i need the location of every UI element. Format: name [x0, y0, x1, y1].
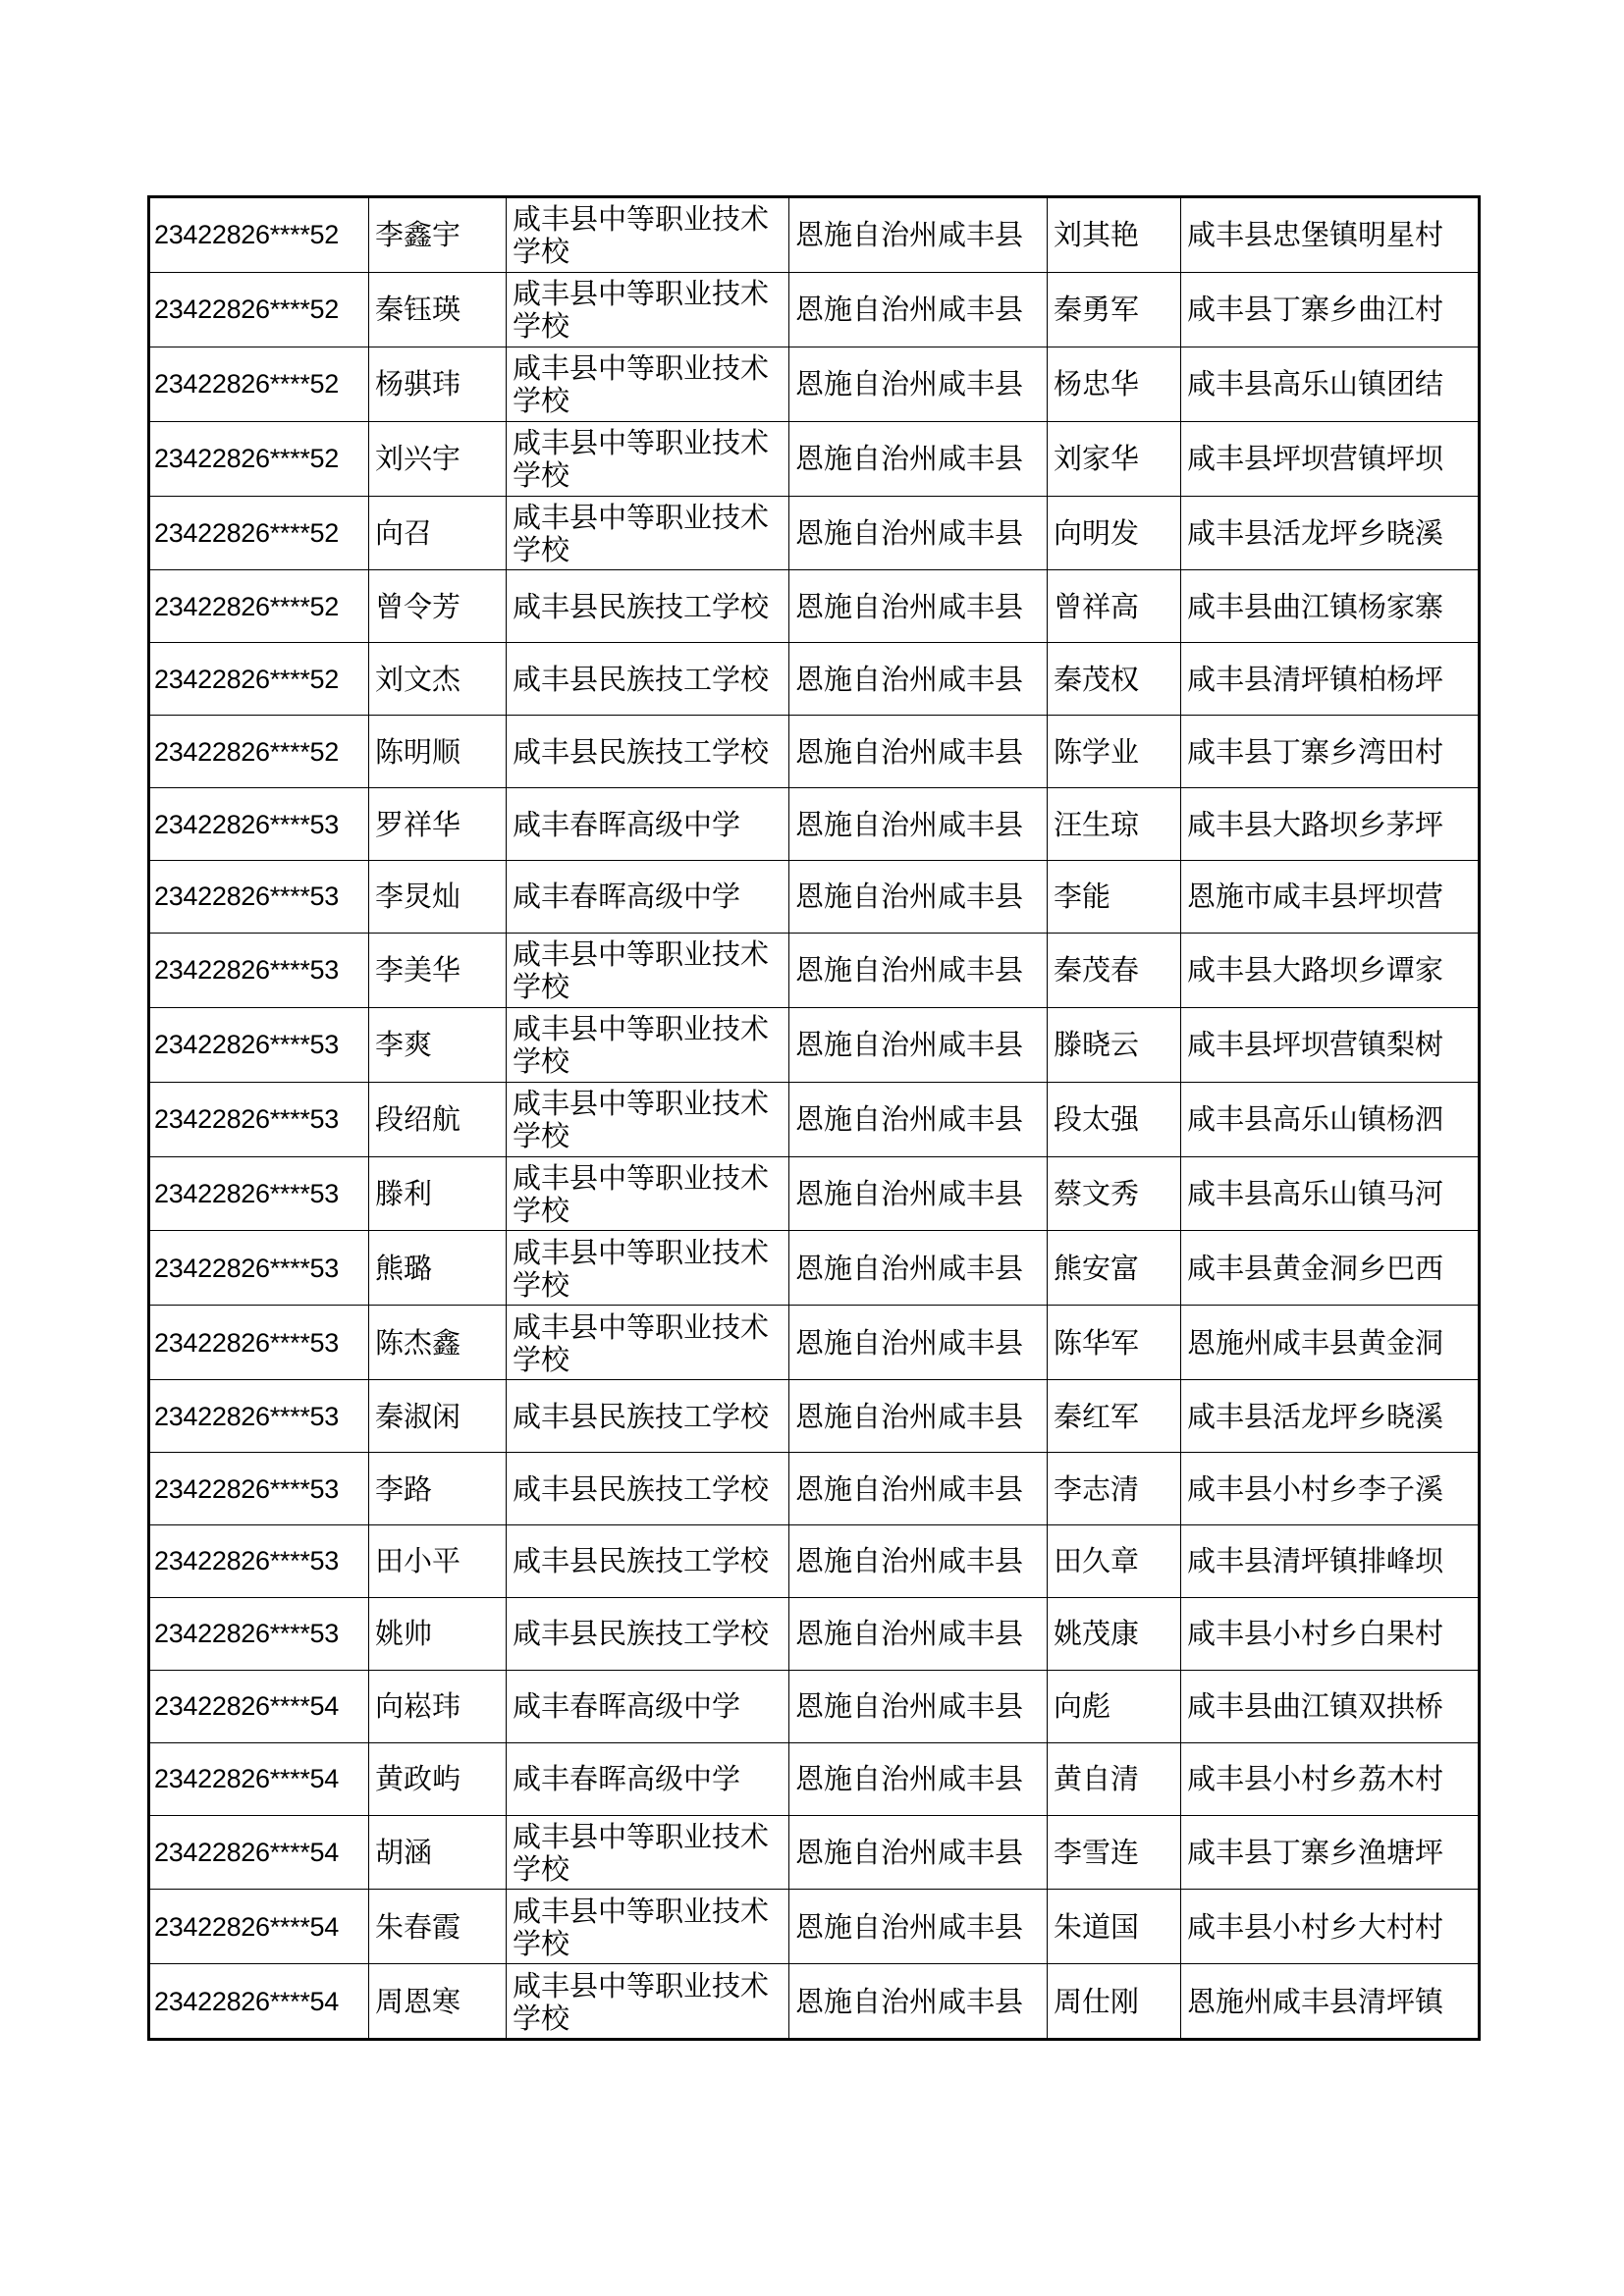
student-name-cell: 段绍航	[369, 1082, 507, 1156]
id-cell: 23422826****52	[149, 272, 369, 347]
guardian-name-cell: 蔡文秀	[1048, 1156, 1181, 1231]
table-row	[149, 933, 1480, 1007]
student-name-cell: 朱春霞	[369, 1890, 507, 1964]
school-cell: 咸丰县中等职业技术学校	[507, 933, 789, 1007]
id-cell: 23422826****53	[149, 1453, 369, 1525]
school-cell: 咸丰春晖高级中学	[507, 1670, 789, 1742]
address-cell: 咸丰县大路坝乡茅坪	[1181, 788, 1480, 861]
id-cell: 23422826****53	[149, 1525, 369, 1598]
table-row	[149, 1453, 1480, 1525]
student-name-cell: 曾令芳	[369, 570, 507, 643]
guardian-name-cell: 秦勇军	[1048, 272, 1181, 347]
address-cell: 咸丰县活龙坪乡晓溪	[1181, 496, 1480, 570]
student-name-cell: 李炅灿	[369, 861, 507, 934]
student-name-cell: 李鑫宇	[369, 197, 507, 273]
student-name-cell: 黄政屿	[369, 1742, 507, 1815]
region-cell: 恩施自治州咸丰县	[789, 716, 1048, 788]
region-cell: 恩施自治州咸丰县	[789, 1525, 1048, 1598]
address-cell: 咸丰县忠堡镇明星村	[1181, 197, 1480, 273]
guardian-name-cell: 刘家华	[1048, 421, 1181, 496]
address-cell: 咸丰县坪坝营镇梨树	[1181, 1007, 1480, 1082]
student-name-cell: 刘文杰	[369, 643, 507, 716]
id-cell: 23422826****52	[149, 197, 369, 273]
region-cell: 恩施自治州咸丰县	[789, 1742, 1048, 1815]
guardian-name-cell: 周仕刚	[1048, 1964, 1181, 2040]
school-cell: 咸丰县中等职业技术学校	[507, 197, 789, 273]
school-cell: 咸丰县中等职业技术学校	[507, 272, 789, 347]
guardian-name-cell: 汪生琼	[1048, 788, 1181, 861]
region-cell: 恩施自治州咸丰县	[789, 1453, 1048, 1525]
address-cell: 咸丰县坪坝营镇坪坝	[1181, 421, 1480, 496]
guardian-name-cell: 熊安富	[1048, 1231, 1181, 1306]
table-row	[149, 347, 1480, 421]
id-cell: 23422826****53	[149, 1007, 369, 1082]
table-row	[149, 1082, 1480, 1156]
id-cell: 23422826****52	[149, 570, 369, 643]
region-cell: 恩施自治州咸丰县	[789, 1815, 1048, 1890]
address-cell: 恩施市咸丰县坪坝营	[1181, 861, 1480, 934]
guardian-name-cell: 曾祥高	[1048, 570, 1181, 643]
region-cell: 恩施自治州咸丰县	[789, 933, 1048, 1007]
id-cell: 23422826****52	[149, 421, 369, 496]
table-row	[149, 570, 1480, 643]
school-cell: 咸丰县中等职业技术学校	[507, 1964, 789, 2040]
region-cell: 恩施自治州咸丰县	[789, 1156, 1048, 1231]
student-name-cell: 罗祥华	[369, 788, 507, 861]
roster-table-body	[149, 197, 1480, 2040]
school-cell: 咸丰县民族技工学校	[507, 643, 789, 716]
address-cell: 咸丰县黄金洞乡巴西	[1181, 1231, 1480, 1306]
id-cell: 23422826****53	[149, 788, 369, 861]
id-cell: 23422826****54	[149, 1742, 369, 1815]
region-cell: 恩施自治州咸丰县	[789, 272, 1048, 347]
address-cell: 咸丰县小村乡李子溪	[1181, 1453, 1480, 1525]
region-cell: 恩施自治州咸丰县	[789, 197, 1048, 273]
table-row	[149, 1964, 1480, 2040]
address-cell: 咸丰县小村乡荔木村	[1181, 1742, 1480, 1815]
school-cell: 咸丰县民族技工学校	[507, 716, 789, 788]
address-cell: 咸丰县曲江镇双拱桥	[1181, 1670, 1480, 1742]
school-cell: 咸丰县中等职业技术学校	[507, 1231, 789, 1306]
table-row	[149, 1742, 1480, 1815]
region-cell: 恩施自治州咸丰县	[789, 1890, 1048, 1964]
id-cell: 23422826****52	[149, 496, 369, 570]
address-cell: 咸丰县高乐山镇马河	[1181, 1156, 1480, 1231]
school-cell: 咸丰春晖高级中学	[507, 788, 789, 861]
student-name-cell: 熊璐	[369, 1231, 507, 1306]
address-cell: 咸丰县清坪镇柏杨坪	[1181, 643, 1480, 716]
school-cell: 咸丰县中等职业技术学校	[507, 347, 789, 421]
school-cell: 咸丰县中等职业技术学校	[507, 1082, 789, 1156]
table-row	[149, 1670, 1480, 1742]
address-cell: 咸丰县高乐山镇杨泗	[1181, 1082, 1480, 1156]
address-cell: 咸丰县高乐山镇团结	[1181, 347, 1480, 421]
table-row	[149, 421, 1480, 496]
id-cell: 23422826****53	[149, 933, 369, 1007]
student-name-cell: 姚帅	[369, 1597, 507, 1670]
region-cell: 恩施自治州咸丰县	[789, 1380, 1048, 1453]
guardian-name-cell: 秦茂春	[1048, 933, 1181, 1007]
table-row	[149, 1231, 1480, 1306]
school-cell: 咸丰县中等职业技术学校	[507, 1156, 789, 1231]
guardian-name-cell: 段太强	[1048, 1082, 1181, 1156]
table-row	[149, 788, 1480, 861]
student-name-cell: 滕利	[369, 1156, 507, 1231]
region-cell: 恩施自治州咸丰县	[789, 1007, 1048, 1082]
school-cell: 咸丰县民族技工学校	[507, 570, 789, 643]
student-name-cell: 向崧玮	[369, 1670, 507, 1742]
id-cell: 23422826****53	[149, 1380, 369, 1453]
region-cell: 恩施自治州咸丰县	[789, 1306, 1048, 1380]
region-cell: 恩施自治州咸丰县	[789, 1597, 1048, 1670]
address-cell: 恩施州咸丰县黄金洞	[1181, 1306, 1480, 1380]
student-name-cell: 向召	[369, 496, 507, 570]
id-cell: 23422826****53	[149, 1082, 369, 1156]
id-cell: 23422826****53	[149, 1156, 369, 1231]
student-name-cell: 李美华	[369, 933, 507, 1007]
id-cell: 23422826****54	[149, 1964, 369, 2040]
school-cell: 咸丰县民族技工学校	[507, 1380, 789, 1453]
guardian-name-cell: 黄自清	[1048, 1742, 1181, 1815]
id-cell: 23422826****52	[149, 643, 369, 716]
student-name-cell: 陈明顺	[369, 716, 507, 788]
address-cell: 咸丰县清坪镇排峰坝	[1181, 1525, 1480, 1598]
guardian-name-cell: 李雪连	[1048, 1815, 1181, 1890]
school-cell: 咸丰春晖高级中学	[507, 861, 789, 934]
id-cell: 23422826****53	[149, 1597, 369, 1670]
student-name-cell: 秦钰瑛	[369, 272, 507, 347]
table-row	[149, 1007, 1480, 1082]
student-name-cell: 杨骐玮	[369, 347, 507, 421]
id-cell: 23422826****52	[149, 347, 369, 421]
table-row	[149, 496, 1480, 570]
id-cell: 23422826****52	[149, 716, 369, 788]
id-cell: 23422826****53	[149, 1231, 369, 1306]
table-row	[149, 643, 1480, 716]
table-row	[149, 716, 1480, 788]
address-cell: 咸丰县大路坝乡谭家	[1181, 933, 1480, 1007]
region-cell: 恩施自治州咸丰县	[789, 861, 1048, 934]
school-cell: 咸丰县中等职业技术学校	[507, 1890, 789, 1964]
region-cell: 恩施自治州咸丰县	[789, 1670, 1048, 1742]
school-cell: 咸丰县民族技工学校	[507, 1453, 789, 1525]
table-row	[149, 1815, 1480, 1890]
table-row	[149, 197, 1480, 273]
guardian-name-cell: 李志清	[1048, 1453, 1181, 1525]
guardian-name-cell: 田久章	[1048, 1525, 1181, 1598]
school-cell: 咸丰县中等职业技术学校	[507, 1815, 789, 1890]
student-name-cell: 陈杰鑫	[369, 1306, 507, 1380]
student-name-cell: 李爽	[369, 1007, 507, 1082]
table-row	[149, 1525, 1480, 1598]
guardian-name-cell: 朱道国	[1048, 1890, 1181, 1964]
region-cell: 恩施自治州咸丰县	[789, 643, 1048, 716]
school-cell: 咸丰县中等职业技术学校	[507, 421, 789, 496]
table-row	[149, 1380, 1480, 1453]
guardian-name-cell: 向明发	[1048, 496, 1181, 570]
address-cell: 咸丰县丁寨乡湾田村	[1181, 716, 1480, 788]
student-name-cell: 秦淑闲	[369, 1380, 507, 1453]
region-cell: 恩施自治州咸丰县	[789, 570, 1048, 643]
school-cell: 咸丰县中等职业技术学校	[507, 496, 789, 570]
student-name-cell: 周恩寒	[369, 1964, 507, 2040]
id-cell: 23422826****53	[149, 1306, 369, 1380]
guardian-name-cell: 姚茂康	[1048, 1597, 1181, 1670]
id-cell: 23422826****54	[149, 1815, 369, 1890]
address-cell: 咸丰县丁寨乡曲江村	[1181, 272, 1480, 347]
school-cell: 咸丰县中等职业技术学校	[507, 1306, 789, 1380]
table-row	[149, 1890, 1480, 1964]
guardian-name-cell: 陈华军	[1048, 1306, 1181, 1380]
table-row	[149, 272, 1480, 347]
guardian-name-cell: 刘其艳	[1048, 197, 1181, 273]
address-cell: 咸丰县小村乡白果村	[1181, 1597, 1480, 1670]
id-cell: 23422826****54	[149, 1670, 369, 1742]
roster-table	[147, 195, 1481, 2041]
address-cell: 咸丰县丁寨乡渔塘坪	[1181, 1815, 1480, 1890]
school-cell: 咸丰县民族技工学校	[507, 1597, 789, 1670]
guardian-name-cell: 李能	[1048, 861, 1181, 934]
region-cell: 恩施自治州咸丰县	[789, 1231, 1048, 1306]
id-cell: 23422826****54	[149, 1890, 369, 1964]
address-cell: 恩施州咸丰县清坪镇	[1181, 1964, 1480, 2040]
guardian-name-cell: 杨忠华	[1048, 347, 1181, 421]
id-cell: 23422826****53	[149, 861, 369, 934]
region-cell: 恩施自治州咸丰县	[789, 1964, 1048, 2040]
student-name-cell: 田小平	[369, 1525, 507, 1598]
region-cell: 恩施自治州咸丰县	[789, 421, 1048, 496]
address-cell: 咸丰县活龙坪乡晓溪	[1181, 1380, 1480, 1453]
region-cell: 恩施自治州咸丰县	[789, 347, 1048, 421]
address-cell: 咸丰县小村乡大村村	[1181, 1890, 1480, 1964]
guardian-name-cell: 秦红军	[1048, 1380, 1181, 1453]
school-cell: 咸丰县中等职业技术学校	[507, 1007, 789, 1082]
student-name-cell: 胡涵	[369, 1815, 507, 1890]
table-row	[149, 1597, 1480, 1670]
guardian-name-cell: 向彪	[1048, 1670, 1181, 1742]
guardian-name-cell: 秦茂权	[1048, 643, 1181, 716]
school-cell: 咸丰春晖高级中学	[507, 1742, 789, 1815]
region-cell: 恩施自治州咸丰县	[789, 788, 1048, 861]
table-row	[149, 1156, 1480, 1231]
region-cell: 恩施自治州咸丰县	[789, 496, 1048, 570]
table-row	[149, 1306, 1480, 1380]
table-row	[149, 861, 1480, 934]
region-cell: 恩施自治州咸丰县	[789, 1082, 1048, 1156]
guardian-name-cell: 滕晓云	[1048, 1007, 1181, 1082]
student-name-cell: 李路	[369, 1453, 507, 1525]
guardian-name-cell: 陈学业	[1048, 716, 1181, 788]
student-name-cell: 刘兴宇	[369, 421, 507, 496]
school-cell: 咸丰县民族技工学校	[507, 1525, 789, 1598]
address-cell: 咸丰县曲江镇杨家寨	[1181, 570, 1480, 643]
